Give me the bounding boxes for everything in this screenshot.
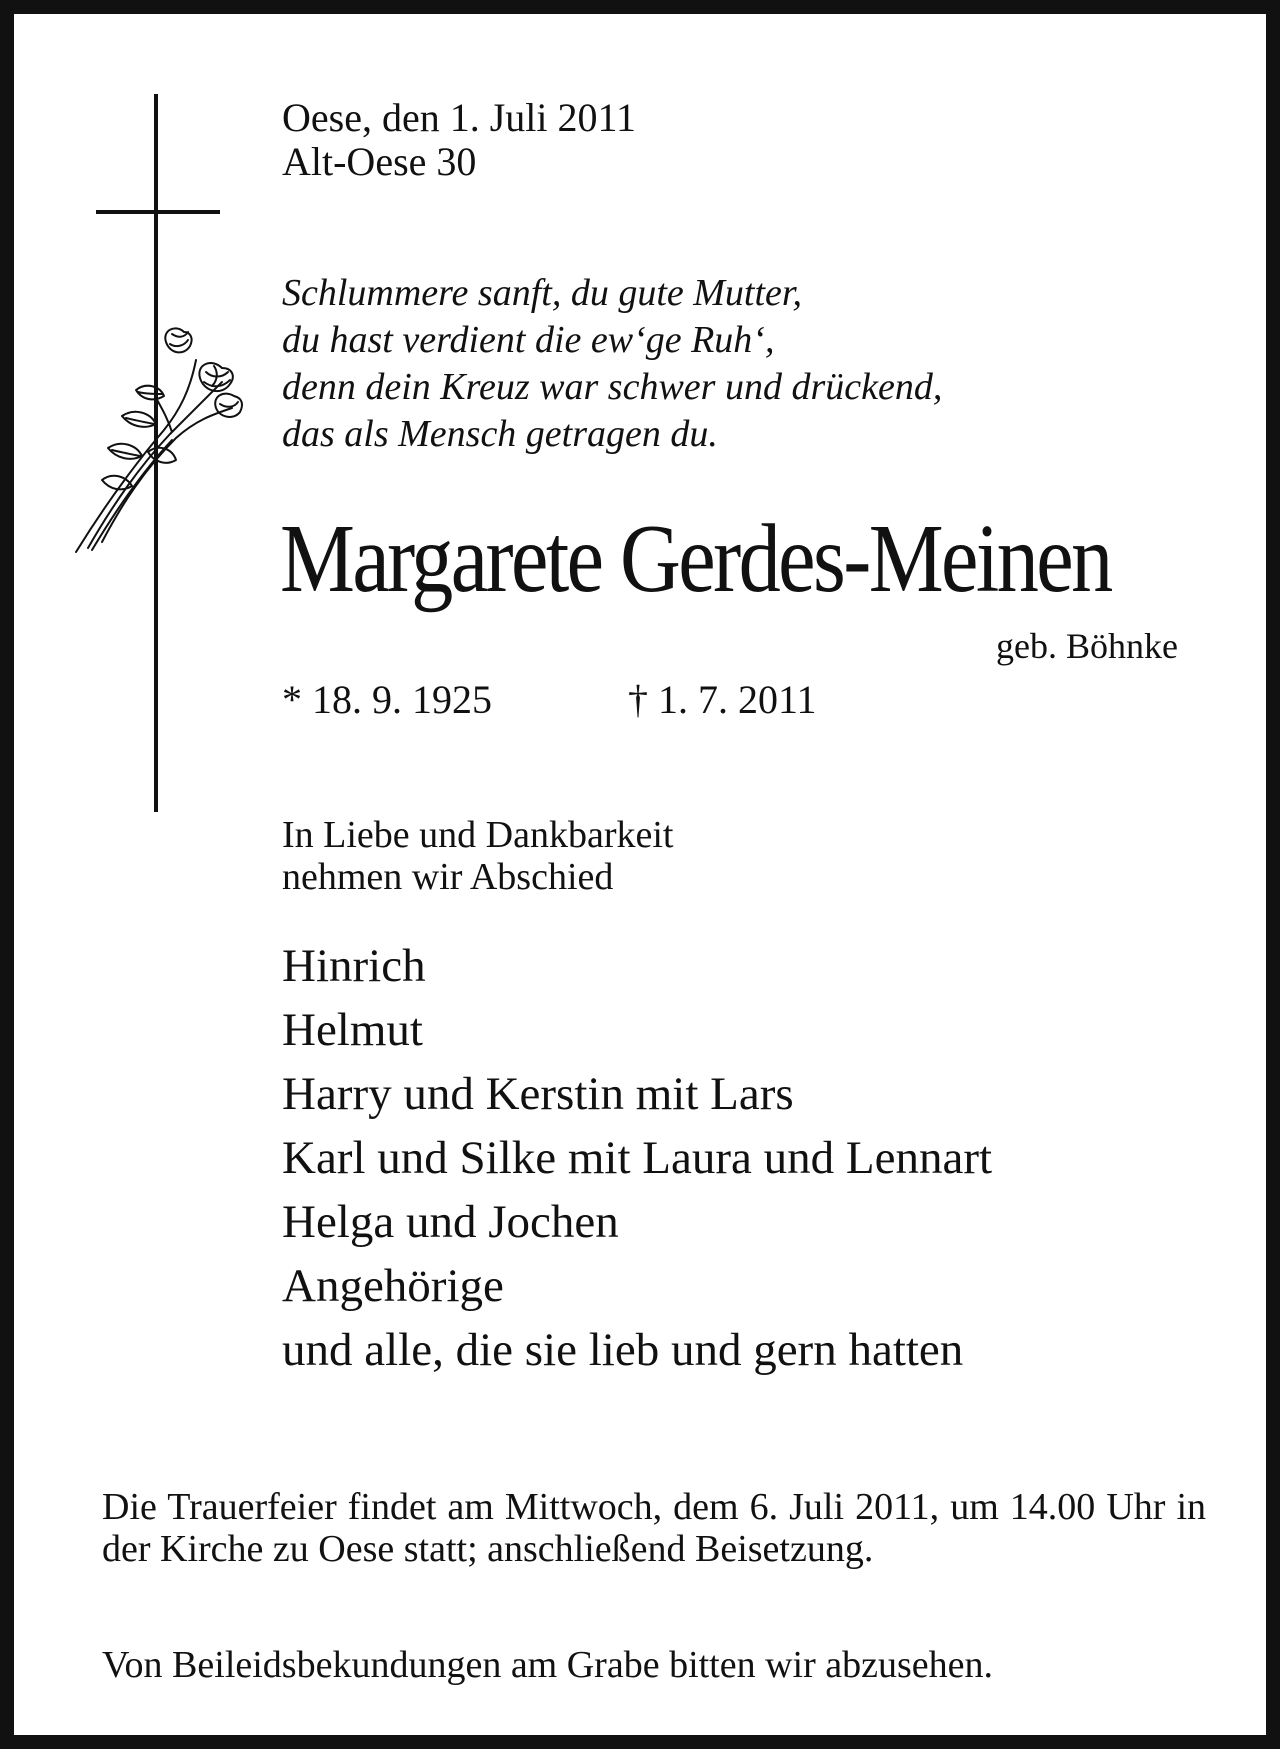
mourner: Helga und Jochen xyxy=(282,1196,619,1248)
condolence-note: Von Beileidsbekundungen am Grabe bitten wir abzusehen. xyxy=(102,1644,994,1686)
rose-bouquet-icon xyxy=(72,320,262,562)
mourner: Karl und Silke mit Laura und Lennart xyxy=(282,1132,993,1184)
funeral-info: Die Trauerfeier findet am Mittwoch, dem 6. Juli 2011, um 14.00 Uhr in der Kirche zu Oese statt; anschließend Beisetzung. xyxy=(102,1486,1206,1570)
header-place-address xyxy=(282,96,636,184)
mourners-list xyxy=(282,934,992,1382)
deceased-name: Margarete Gerdes-Meinen xyxy=(280,505,1111,613)
death-date: † 1. 7. 2011 xyxy=(628,677,817,722)
mourner: Angehörige xyxy=(282,1260,504,1312)
farewell-text xyxy=(282,814,673,898)
birth-name: geb. Böhnke xyxy=(996,626,1178,666)
farewell-line: nehmen wir Abschied xyxy=(282,856,614,898)
address: Alt-Oese 30 xyxy=(282,139,477,184)
poem xyxy=(282,270,942,458)
poem-line: das als Mensch getragen du. xyxy=(282,413,718,455)
mourner: Helmut xyxy=(282,1004,423,1056)
mourner: und alle, die sie lieb und gern hatten xyxy=(282,1324,964,1376)
birth-date: * 18. 9. 1925 xyxy=(282,677,492,722)
poem-line: Schlummere sanft, du gute Mutter, xyxy=(282,272,802,314)
mourner: Harry und Kerstin mit Lars xyxy=(282,1068,794,1120)
place-date: Oese, den 1. Juli 2011 xyxy=(282,95,637,140)
poem-line: denn dein Kreuz war schwer und drückend, xyxy=(282,366,943,408)
mourner: Hinrich xyxy=(282,940,426,992)
farewell-line: In Liebe und Dankbarkeit xyxy=(282,814,674,856)
poem-line: du hast verdient die ew‘ge Ruh‘, xyxy=(282,319,775,361)
